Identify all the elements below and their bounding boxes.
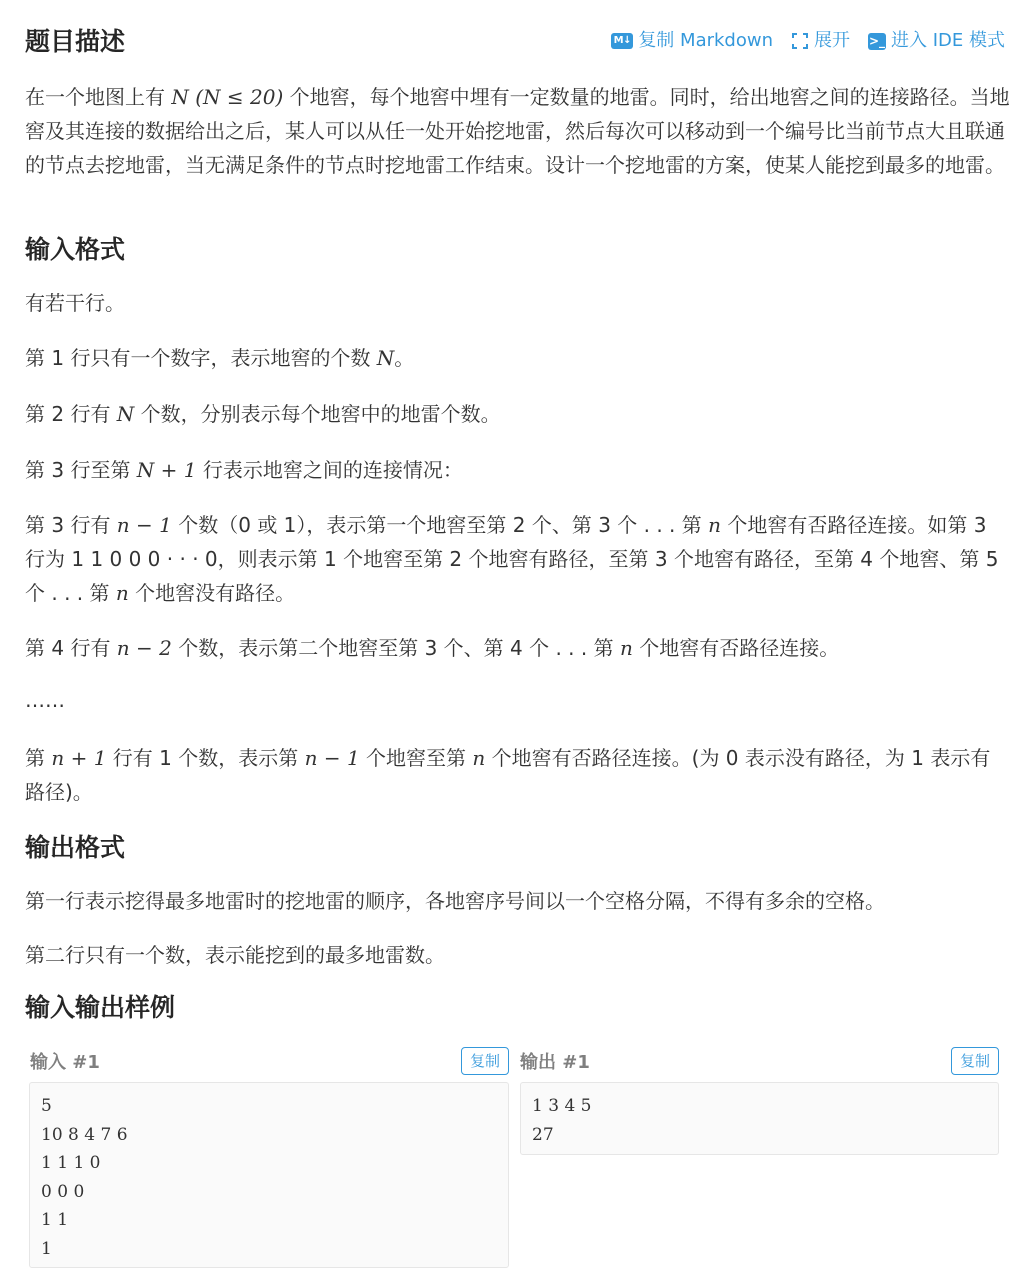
- expand-button[interactable]: [791, 28, 850, 54]
- sample-output-box[interactable]: [520, 1082, 999, 1155]
- sample-input-line: 0 0 0: [41, 1181, 85, 1202]
- input-format-line-5: 第 3 行有 n − 1 个数（0 或 1），表示第一个地窖至第 2 个、第 3 个 . . . 第 n 个地窖有否路径连接。如第 3 行为 1 1 0 0 0 · · · 0，则表示第 1 个地窖至第 2 个地窖有路径，至第 3 个地窖有路径，至第 4 个地窖、第 5 个 . . . 第 n 个地窖没有路径。: [25, 513, 999, 605]
- input-format-title: 输入格式: [25, 235, 126, 264]
- samples-title: 输入输出样例: [25, 993, 176, 1022]
- sample-input-header: [30, 1046, 509, 1076]
- input-format-line-1: 有若干行。: [25, 291, 125, 315]
- input-format-line-8: 第 n + 1 行有 1 个数，表示第 n − 1 个地窖至第 n 个地窖有否路径连接。(为 0 表示没有路径，为 1 表示有路径)。: [25, 746, 991, 804]
- sample-output-line: 1 3 4 5: [532, 1096, 592, 1116]
- input-format-line-6: 第 4 行有 n − 2 个数，表示第二个地窖至第 3 个、第 4 个 . . . 第 n 个地窖有否路径连接。: [25, 636, 840, 660]
- output-format-line-1: 第一行表示挖得最多地雷时的挖地雷的顺序，各地窖序号间以一个空格分隔，不得有多余的空格。: [25, 889, 885, 913]
- output-format-title: 输出格式: [25, 833, 126, 862]
- sample-input-label: 输入 #1: [30, 1052, 100, 1073]
- output-format-line-2: 第二行只有一个数，表示能挖到的最多地雷数。: [25, 943, 445, 967]
- copy-markdown-label: 复制 Markdown: [638, 30, 773, 51]
- terminal-icon: >_: [868, 34, 886, 48]
- input-format-ellipsis: ……: [25, 688, 65, 712]
- input-format-line-4: 第 3 行至第 N + 1 行表示地窖之间的连接情况：: [25, 458, 463, 482]
- copy-markdown-button[interactable]: [611, 28, 773, 54]
- sample-input-line: 1 1 1 0: [41, 1153, 101, 1173]
- sample-input-line: 10 8 4 7 6: [41, 1124, 128, 1145]
- copy-output-button[interactable]: 复制: [951, 1047, 999, 1075]
- input-format-line-3: 第 2 行有 N 个数，分别表示每个地窖中的地雷个数。: [25, 402, 501, 426]
- sample-output-line: 27: [532, 1124, 554, 1145]
- expand-label: 展开: [814, 30, 850, 51]
- expand-icon: [791, 32, 809, 50]
- sample-input-line: 1 1: [41, 1210, 69, 1230]
- sample-output-label: 输出 #1: [520, 1052, 590, 1073]
- input-format-line-2: 第 1 行只有一个数字，表示地窖的个数 N。: [25, 346, 415, 370]
- header-actions: [611, 28, 1005, 54]
- problem-description-text: 在一个地图上有 N (N ≤ 20) 个地窖，每个地窖中埋有一定数量的地雷。同时，给出地窖之间的连接路径。当地窖及其连接的数据给出之后，某人可以从任一处开始挖地雷，然后每次可以移动到一个编号比当前节点大且联通的节点去挖地雷，当无满足条件的节点时挖地雷工作结束。设计一个挖地雷的方案，使某人能挖到最多的地雷。: [25, 85, 1010, 177]
- copy-input-button[interactable]: 复制: [461, 1047, 509, 1075]
- ide-mode-label: 进入 IDE 模式: [891, 30, 1005, 51]
- ide-mode-button[interactable]: [868, 28, 1005, 54]
- markdown-icon: M↓: [611, 33, 633, 49]
- problem-description-title: 题目描述: [25, 27, 126, 56]
- sample-input-line: 1: [41, 1238, 52, 1259]
- sample-output-header: [520, 1046, 999, 1076]
- sample-input-box[interactable]: [29, 1082, 509, 1268]
- sample-input-line: 5: [41, 1096, 52, 1116]
